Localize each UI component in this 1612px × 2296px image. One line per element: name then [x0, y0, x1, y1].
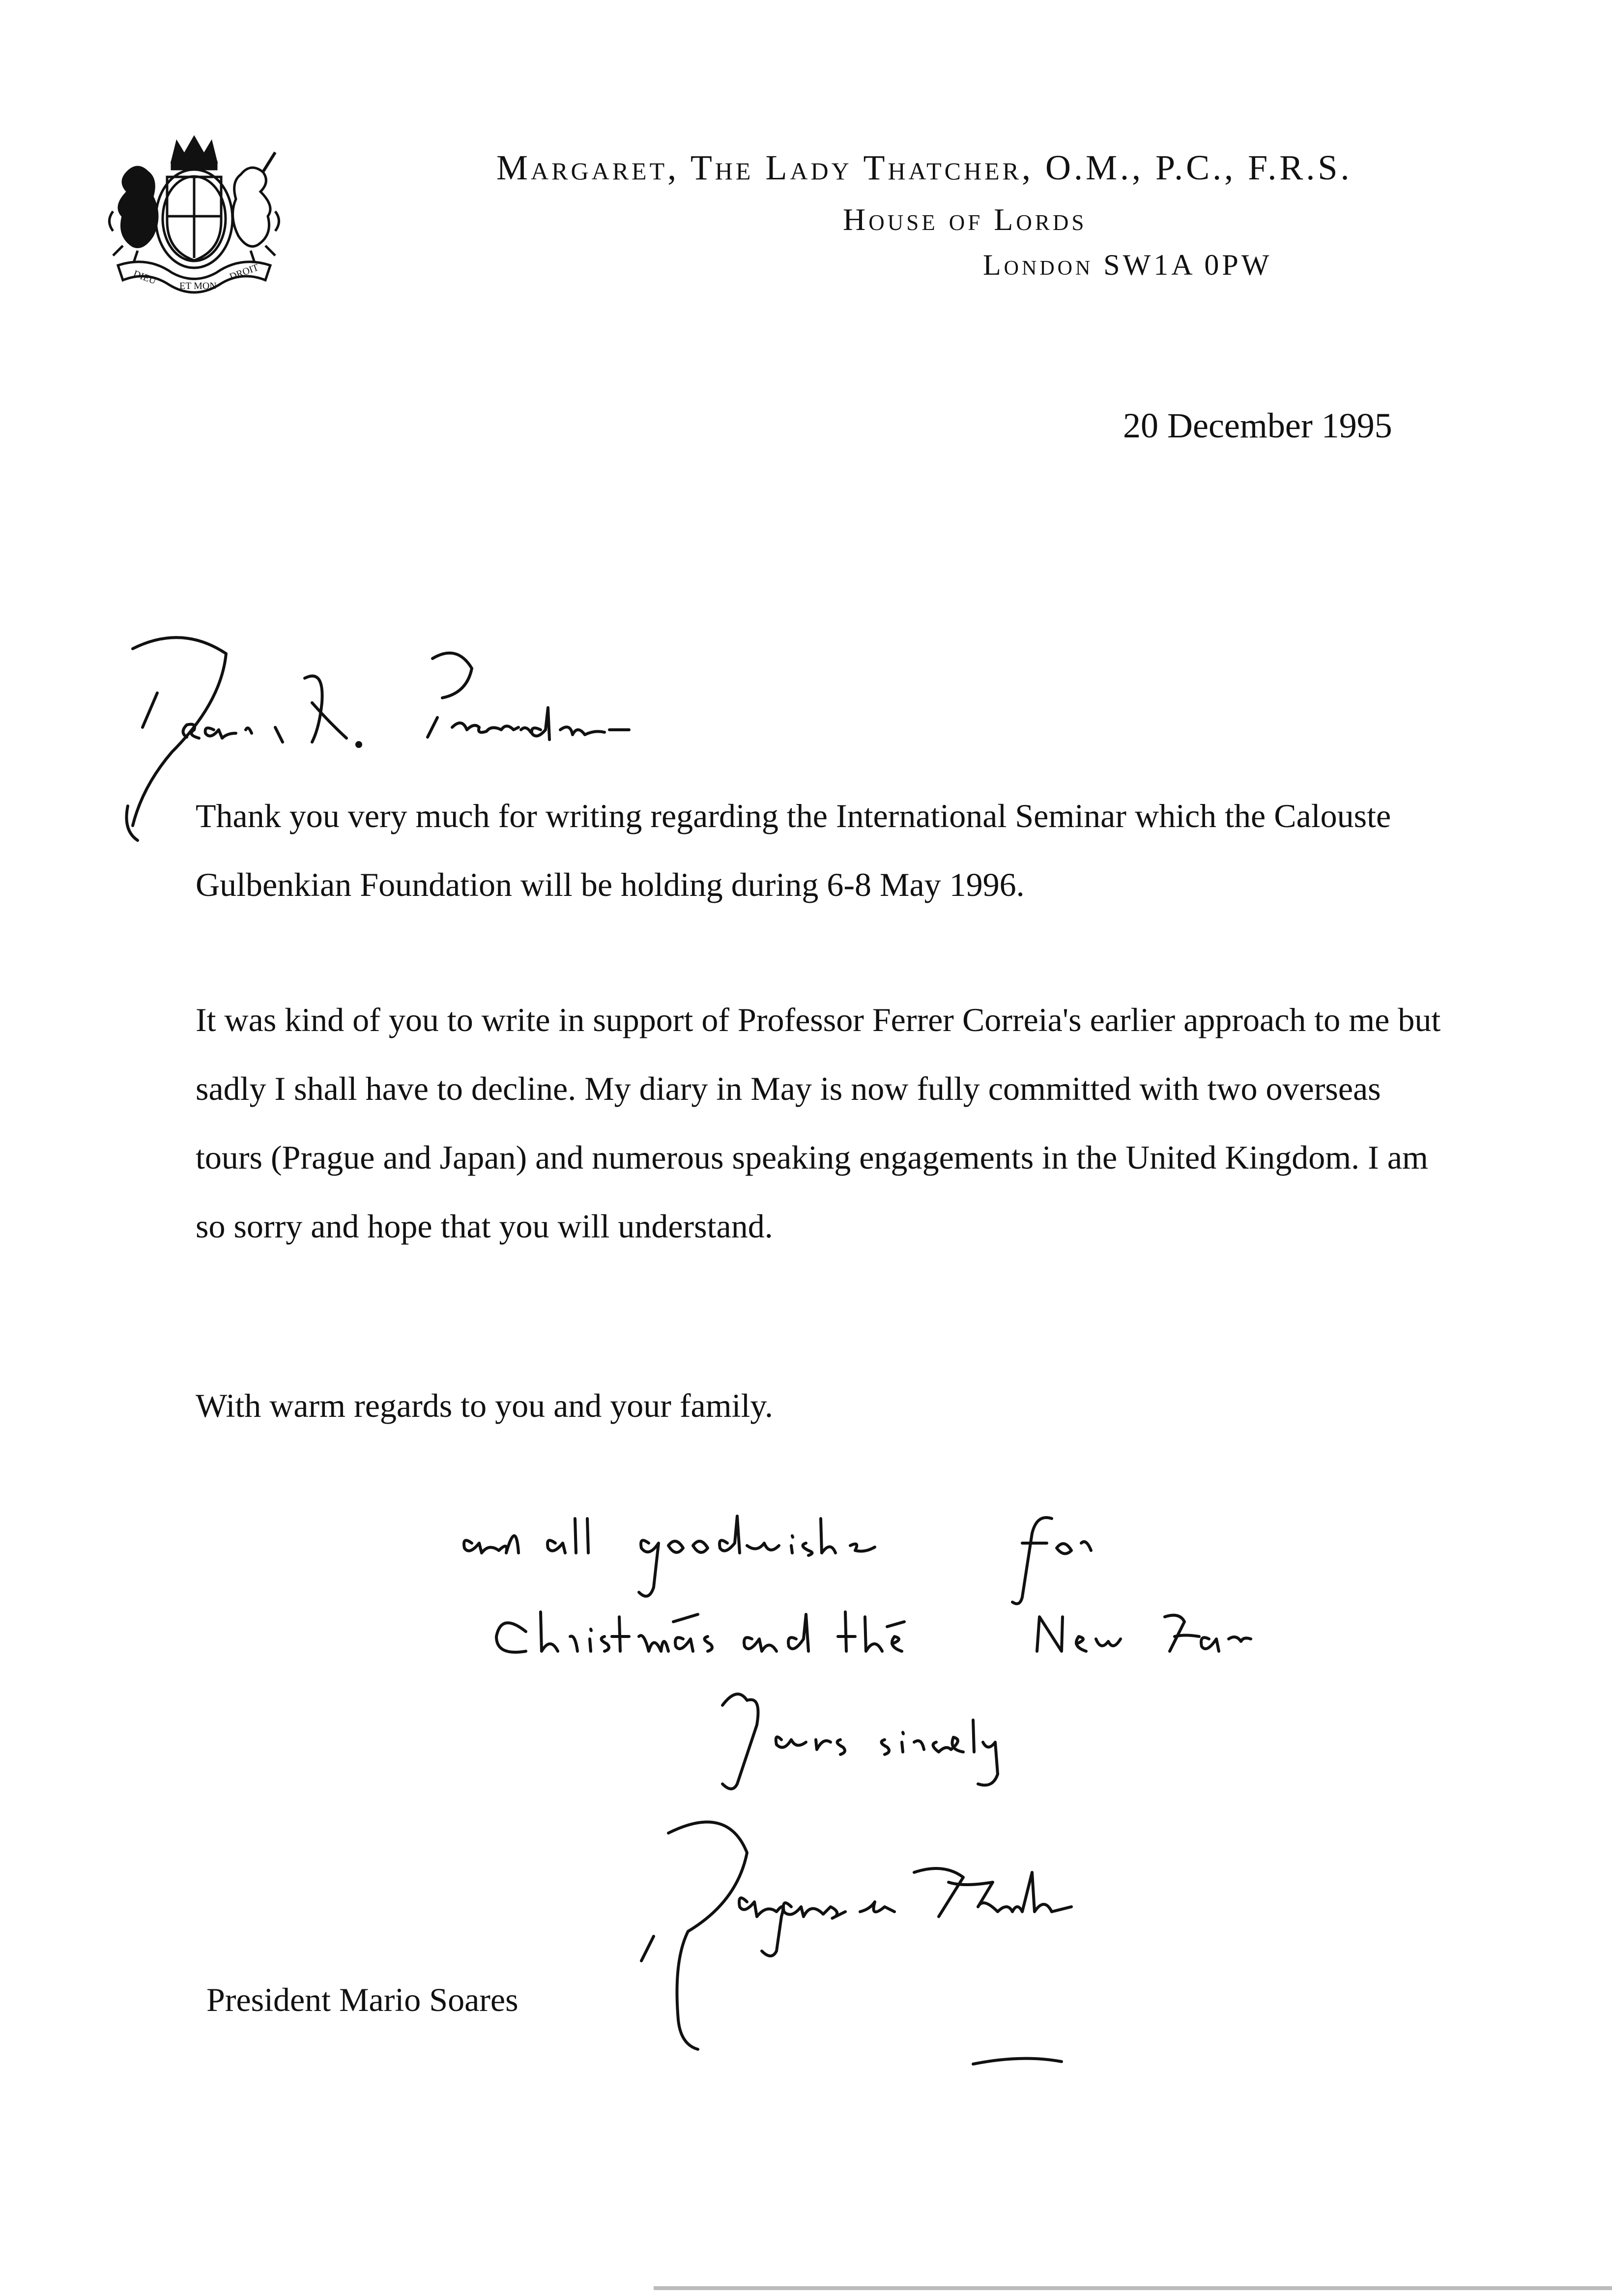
letter-date: 20 December 1995: [1123, 406, 1392, 445]
body-text-1: Thank you very much for writing regarding the International Seminar which the Calouste Gulbenkian Foundation will be holding during 6-8 May 1996.: [196, 797, 1391, 903]
svg-text:DIEU: DIEU: [132, 268, 158, 287]
handwritten-closing-and-signature: [442, 1489, 1376, 2241]
recipient-name: President Mario Soares: [206, 1981, 518, 2018]
letterhead-name: Margaret, The Lady Thatcher, O.M., P.C., F.R.S.: [496, 148, 1353, 187]
scan-edge-line: [654, 2286, 1612, 2290]
body-paragraph-1: [196, 781, 1454, 919]
body-text-3: With warm regards to you and your family.: [196, 1387, 773, 1424]
body-paragraph-3: [196, 1371, 1454, 1440]
letterhead-address: London SW1A 0PW: [983, 249, 1272, 281]
svg-text:DROIT: DROIT: [228, 262, 260, 283]
body-paragraph-2: [196, 985, 1454, 1261]
royal-coat-of-arms-icon: [98, 133, 290, 305]
body-text-2: It was kind of you to write in support of Professor Ferrer Correia's earlier approach to me but sadly I shall have to decline. My diary in May is now fully committed with two overseas tours (Prague and Japan) and numerous speaking engagements in the United Kingdom. I am so sorry and hope that you will understand.: [196, 1001, 1441, 1245]
letterhead-house: House of Lords: [843, 202, 1087, 237]
svg-text:ET MON: ET MON: [179, 281, 217, 291]
